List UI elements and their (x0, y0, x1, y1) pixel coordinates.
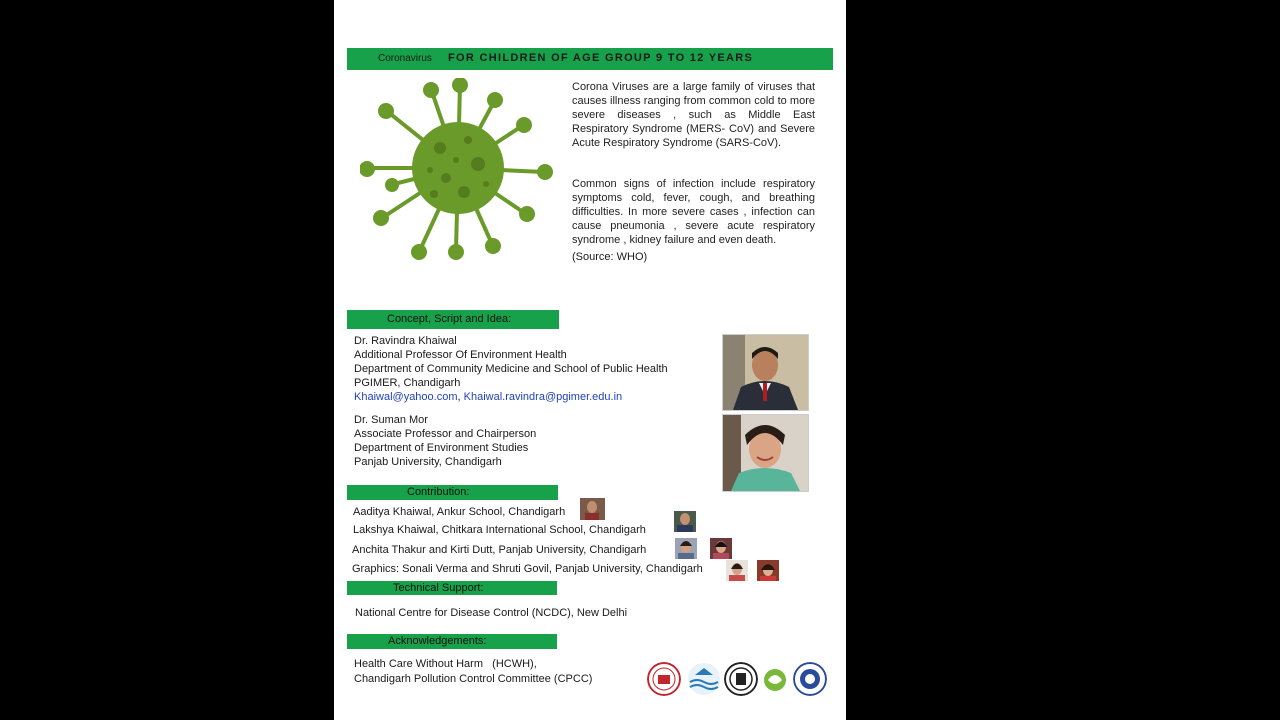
person1-institution: PGIMER, Chandigarh (354, 377, 461, 389)
contributor-photo (757, 560, 779, 581)
health-care-without-harm-logo (758, 662, 792, 696)
acknowledgements-heading: Acknowledgements: (388, 635, 487, 647)
person1-department: Department of Community Medicine and School of Public Health (354, 363, 668, 375)
concept-heading-bar (347, 310, 559, 329)
person1-name: Dr. Ravindra Khaiwal (354, 335, 457, 347)
acknowledgements-heading-bar (347, 634, 557, 649)
person2-photo (722, 414, 809, 492)
cpcc-logo (793, 662, 827, 696)
intro-paragraph-2: Common signs of infection include respiratory symptoms cold, fever, cough, and breathing difficulties. In more severe cases , infection can cause pneumonia , severe acute respiratory syndrome , kidney failure and even death. (572, 178, 815, 246)
email-separator: , (457, 391, 464, 403)
technical-support-text: National Centre for Disease Control (NCDC), New Delhi (355, 607, 628, 619)
coronavirus-illustration (360, 78, 556, 260)
person1-emails (354, 390, 622, 404)
contributor-photo (580, 498, 605, 520)
acknowledgement-line-2: Chandigarh Pollution Control Committee (CPCC) (354, 673, 593, 685)
contributor-line-1: Aaditya Khaiwal, Ankur School, Chandigarh (353, 506, 566, 518)
intro-paragraph-1: Corona Viruses are a large family of viruses that causes illness ranging from common cold to more severe diseases , such as Middle East Respiratory Syndrome (MERS- CoV) and Severe Acute Respiratory Syndrome (SARS-CoV). (572, 81, 815, 149)
poster-page (334, 0, 846, 720)
title-banner (347, 48, 833, 70)
intro-source: (Source: WHO) (572, 251, 648, 263)
person2-name: Dr. Suman Mor (354, 414, 428, 426)
contributor-photo (710, 538, 732, 559)
person2-role: Associate Professor and Chairperson (354, 428, 537, 440)
concept-heading: Concept, Script and Idea: (387, 313, 512, 325)
panjab-university-logo (724, 662, 758, 696)
contributor-line-4: Graphics: Sonali Verma and Shruti Govil, Panjab University, Chandigarh (352, 563, 703, 575)
person1-email-link-2[interactable]: Khaiwal.ravindra@pgimer.edu.in (463, 391, 623, 403)
contributor-photo (675, 538, 697, 559)
contributor-line-3: Anchita Thakur and Kirti Dutt, Panjab University, Chandigarh (352, 544, 647, 556)
contributor-photo (726, 560, 748, 581)
acknowledgement-line-1: Health Care Without Harm (HCWH), (354, 658, 537, 670)
chandigarh-logo (687, 662, 721, 696)
person1-email-link[interactable]: Khaiwal@yahoo.com (354, 391, 458, 403)
person1-role: Additional Professor Of Environment Health (354, 349, 567, 361)
technical-heading: Technical Support: (393, 582, 484, 594)
banner-title: FOR CHILDREN OF AGE GROUP 9 TO 12 YEARS (448, 52, 754, 64)
contribution-heading: Contribution: (407, 486, 470, 498)
contributor-photo (674, 511, 696, 532)
technical-heading-bar (347, 581, 557, 595)
person2-institution: Panjab University, Chandigarh (354, 456, 502, 468)
contributor-line-2: Lakshya Khaiwal, Chitkara International School, Chandigarh (353, 524, 646, 536)
person1-photo (722, 334, 809, 411)
banner-subtitle: Coronavirus (378, 53, 432, 64)
contribution-heading-bar (347, 485, 558, 500)
person2-department: Department of Environment Studies (354, 442, 529, 454)
pgimer-logo (647, 662, 681, 696)
